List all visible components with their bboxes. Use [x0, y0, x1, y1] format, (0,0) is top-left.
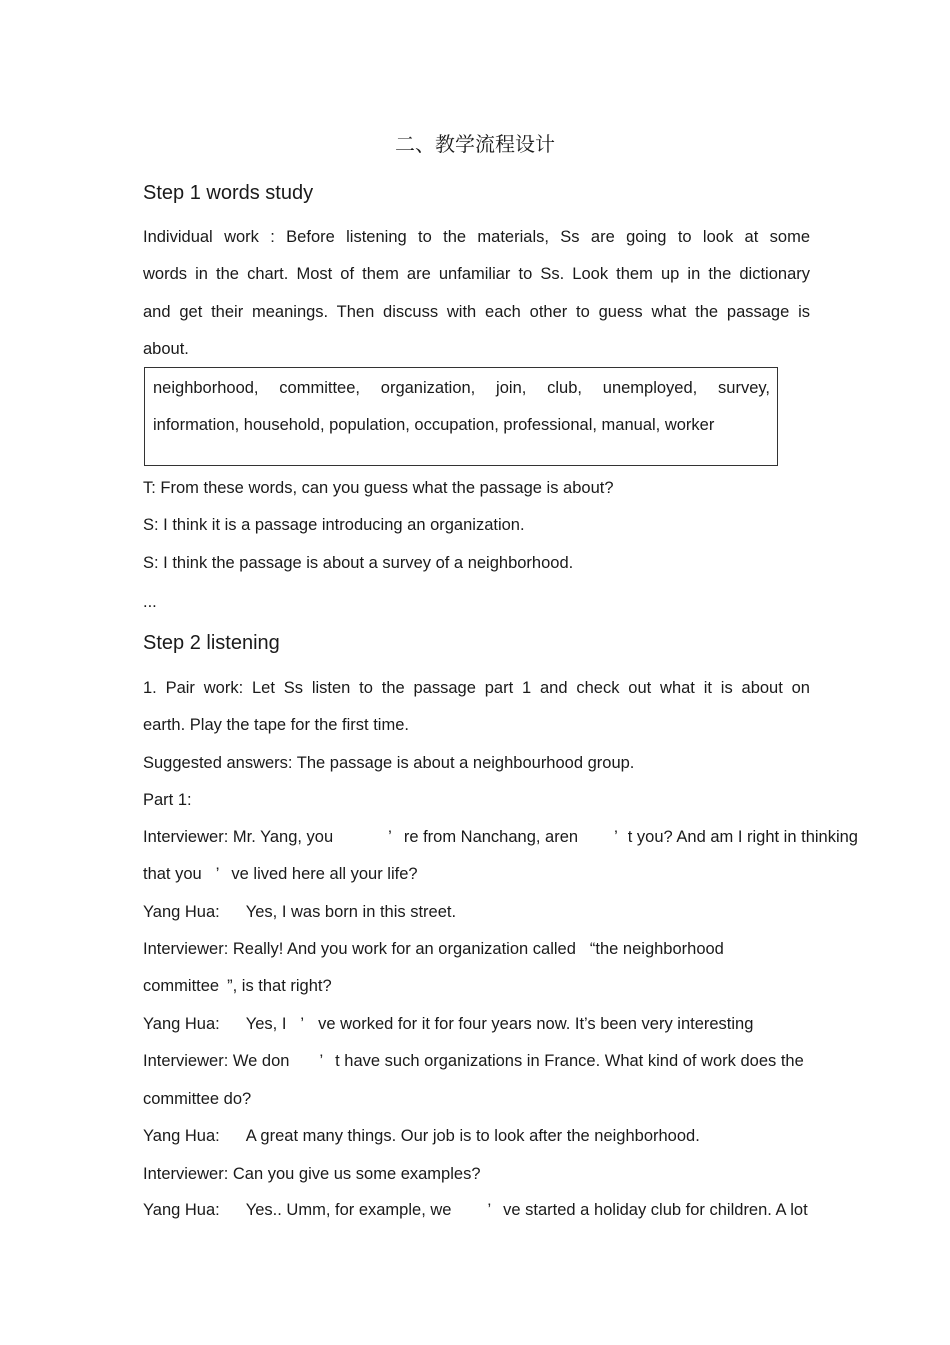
interview-line: that you ’ ve lived here all your life? — [143, 865, 418, 883]
step2-instruction-line: 1. Pair work: Let Ss listen to the passage part 1 and check out what it is about on — [143, 679, 810, 697]
dialogue-line: S: I think the passage is about a survey of a neighborhood. — [143, 554, 574, 572]
step2-heading: Step 2 listening — [143, 632, 280, 654]
suggested-answer: Suggested answers: The passage is about a neighbourhood group. — [143, 754, 635, 772]
step1-paragraph-line: words in the chart. Most of them are unfamiliar to Ss. Look them up in the dictionary — [143, 265, 810, 283]
interview-line: Interviewer: We don ’ t have such organizations in France. What kind of work does the — [143, 1052, 804, 1070]
step1-heading: Step 1 words study — [143, 182, 314, 204]
dialogue-line: S: I think it is a passage introducing an organization. — [143, 516, 525, 534]
step1-paragraph-line: Individual work : Before listening to the materials, Ss are going to look at some — [143, 228, 810, 246]
interview-line: Yang Hua: A great many things. Our job is to look after the neighborhood. — [143, 1127, 700, 1145]
page-title: 二、教学流程设计 — [395, 132, 555, 156]
interview-line: committee do? — [143, 1090, 252, 1108]
interview-line: Yang Hua: Yes.. Umm, for example, we ’ ve started a holiday club for children. A lot — [143, 1201, 808, 1219]
interview-line: Yang Hua: Yes, I ’ ve worked for it for four years now. It’s been very interesting — [143, 1015, 754, 1033]
step2-instruction-line: earth. Play the tape for the first time. — [143, 716, 409, 734]
vocabulary-box — [144, 367, 778, 466]
interview-line: Interviewer: Mr. Yang, you ’ re from Nanchang, aren ’ t you? And am I right in thinking — [143, 828, 858, 846]
ellipsis: ... — [143, 593, 157, 611]
vocabulary-line: information, household, population, occupation, professional, manual, worker — [153, 416, 715, 434]
interview-line: committee ”, is that right? — [143, 977, 332, 995]
part-label: Part 1: — [143, 791, 192, 809]
dialogue-line: T: From these words, can you guess what the passage is about? — [143, 479, 614, 497]
vocabulary-line: neighborhood, committee, organization, join, club, unemployed, survey, — [153, 379, 770, 397]
interview-line: Interviewer: Can you give us some examples? — [143, 1165, 481, 1183]
interview-line: Yang Hua: Yes, I was born in this street. — [143, 903, 457, 921]
interview-line: Interviewer: Really! And you work for an organization called “the neighborhood — [143, 940, 724, 958]
step1-paragraph-line: and get their meanings. Then discuss with each other to guess what the passage is — [143, 303, 810, 321]
step1-paragraph-line: about. — [143, 340, 189, 358]
